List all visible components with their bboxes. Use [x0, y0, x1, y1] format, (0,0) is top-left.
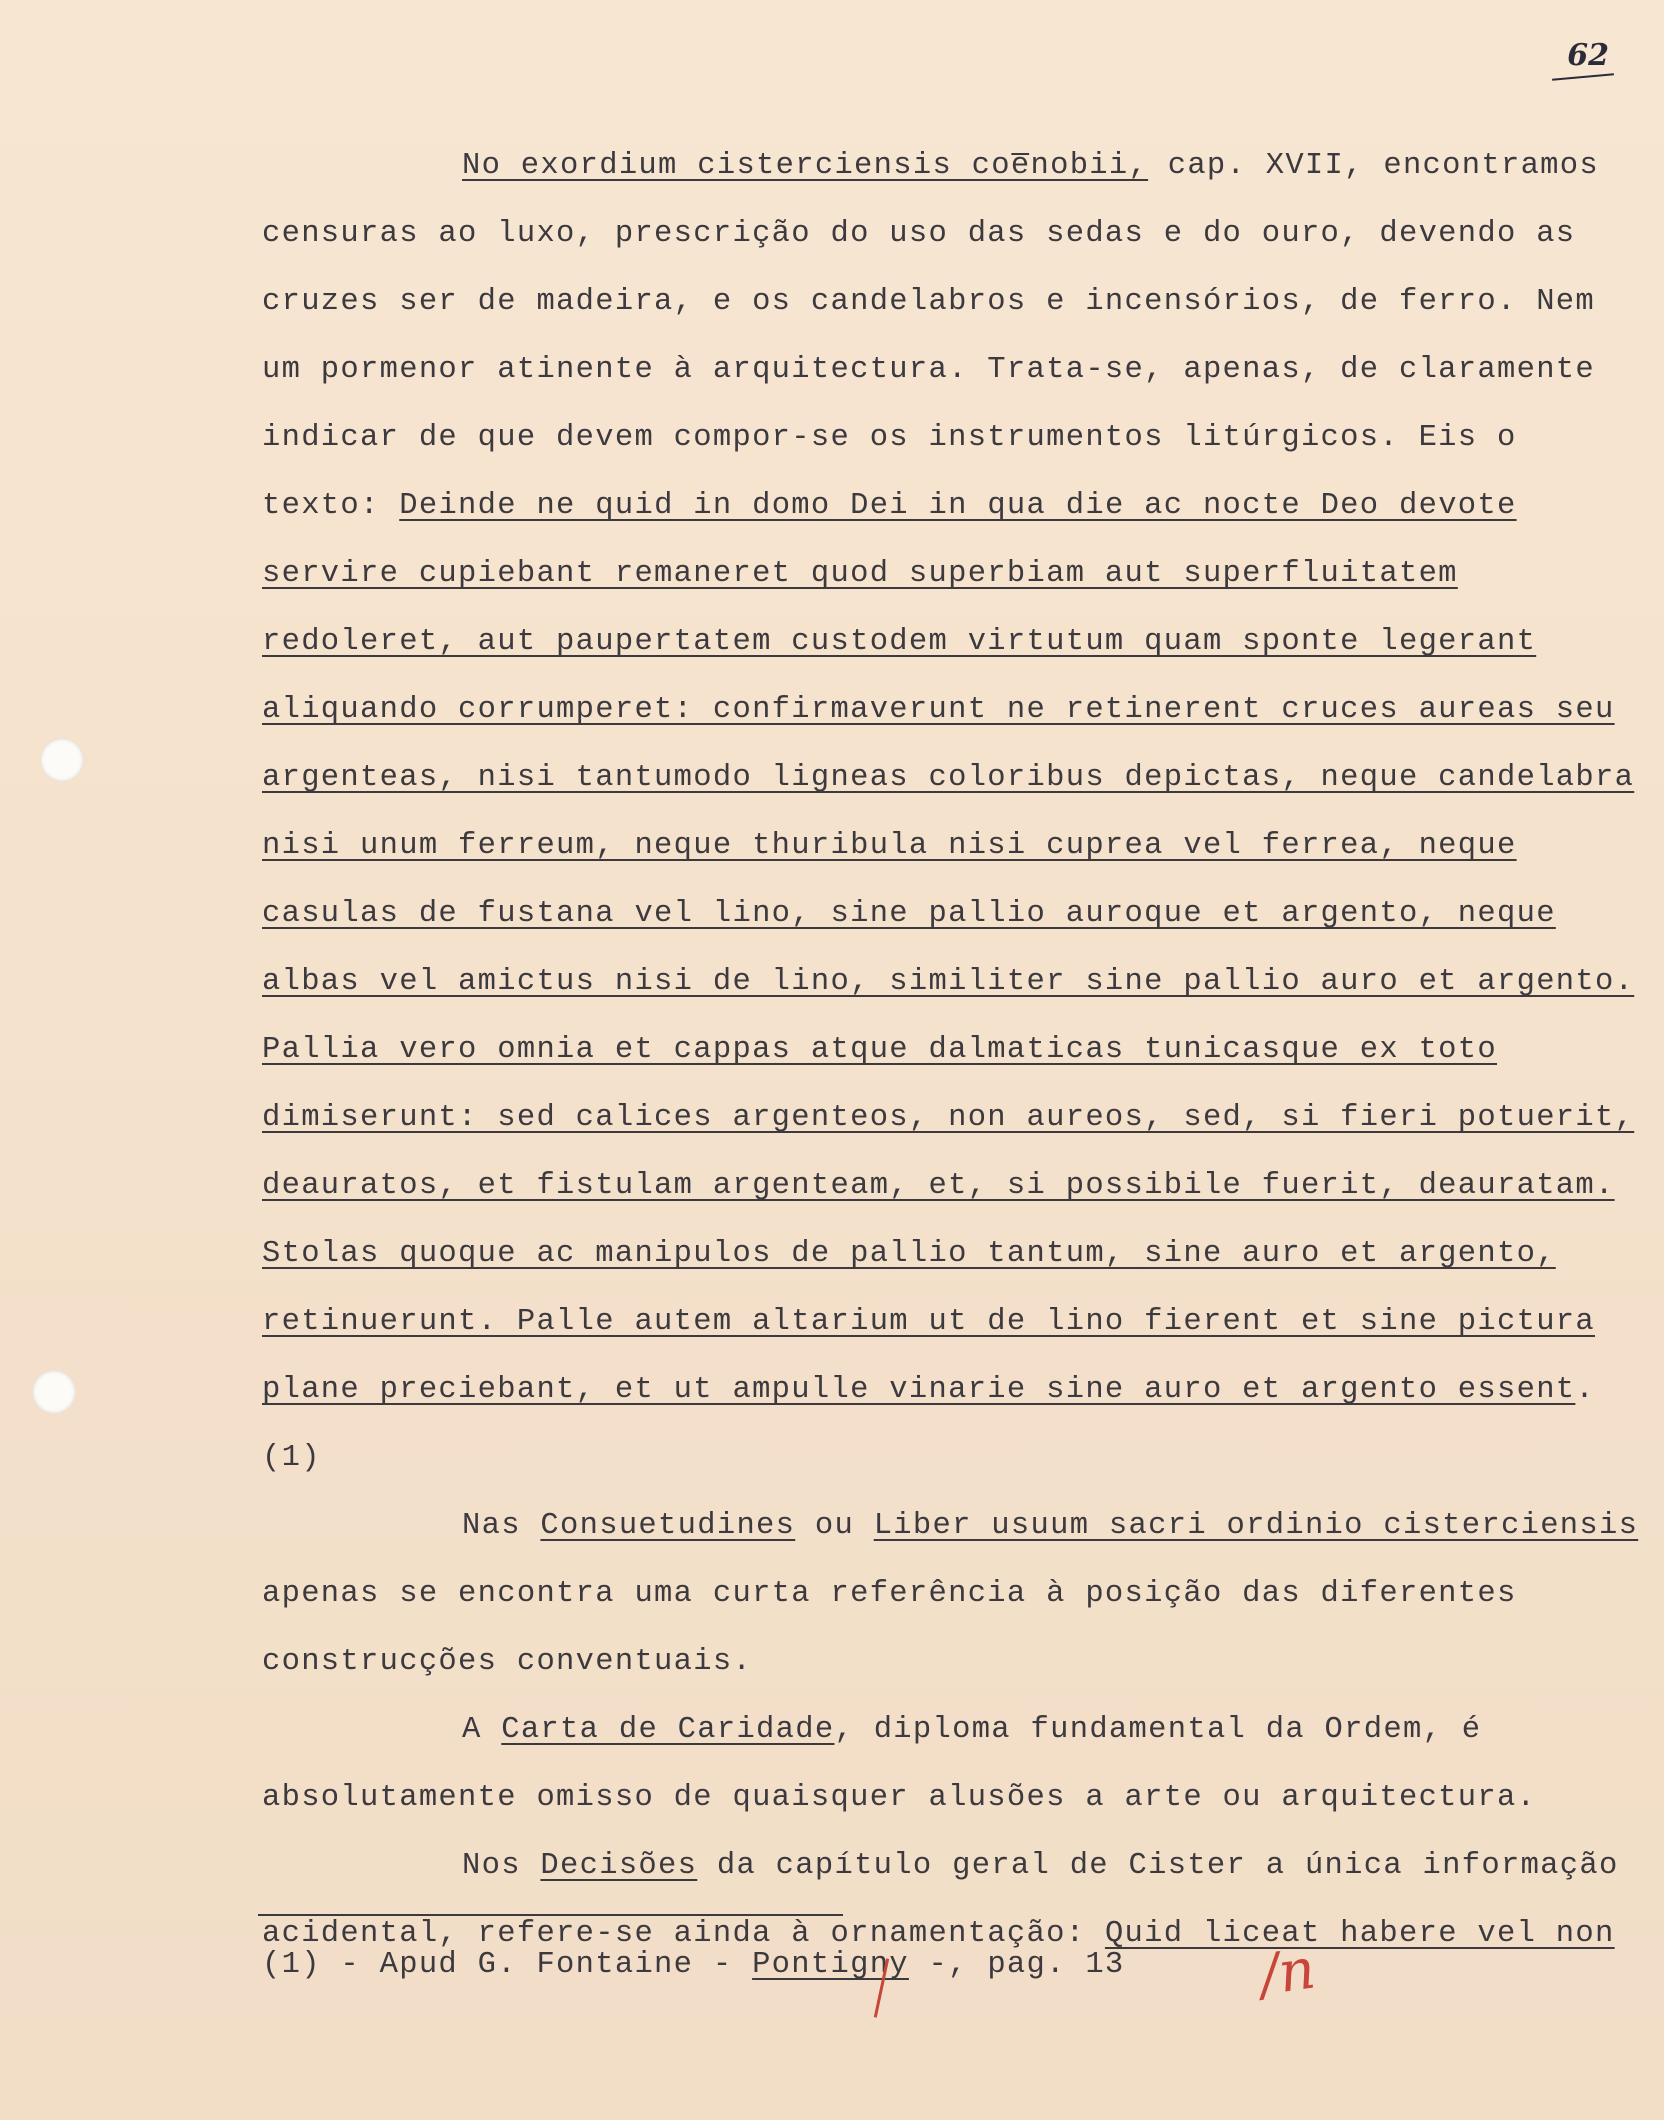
punch-hole-bottom — [32, 1370, 76, 1414]
paragraph-3-text-b: , diploma fundamental da Ordem, é absolutamente omisso de quaisquer alusões a arte ou arquitectura. — [262, 1713, 1537, 1815]
footnote-prefix: (1) - Apud G. Fontaine - — [262, 1948, 753, 1982]
footnote — [262, 1948, 1125, 1982]
liber-usuum-title: Liber usuum sacri ordinio cisterciensis — [873, 1509, 1639, 1543]
decisoes-title: Decisões — [540, 1849, 698, 1883]
carta-caridade-title: Carta de Caridade — [501, 1713, 835, 1747]
page-number-underline — [1552, 73, 1614, 80]
paragraph-2-text-b: ou — [795, 1509, 874, 1543]
paragraph-1 — [262, 132, 1640, 1492]
paragraph-2-text-a: Nas — [462, 1509, 541, 1543]
footnote-rule — [258, 1914, 843, 1916]
footnote-source: Pontigny — [752, 1948, 909, 1982]
paragraph-4-text-b: da capítulo geral de Cister a única informação acidental, refere-se ainda à ornamentação: — [262, 1849, 1619, 1951]
footnote-suffix: -, pag. 13 — [908, 1948, 1125, 1982]
handwritten-mark: /n — [1255, 1936, 1320, 2009]
latin-quote: Deinde ne quid in domo Dei in qua die ac nocte Deo devote servire cupiebant remaneret quod superbiam aut superfluitatem redoleret, aut paupertatem custodem virtutum quam sponte legerant aliquando corrumperet: confirmaverunt ne retinerent cruces aureas seu argenteas, nisi tantumodo ligneas coloribus depictas, neque candelabra nisi unum ferreum, neque thuribula nisi cuprea vel ferrea, neque casulas de fustana vel lino, sine pallio auroque et argento, neque albas vel amictus nisi de lino, similiter sine pallio auro et argento. Pallia vero omnia et cappas atque dalmaticas tunicasque ex toto dimiserunt: sed calices argenteos, non aureos, sed, si fieri potuerit, deauratos, et fistulam argenteam, et, si possibile fuerit, deauratam. Stolas quoque ac manipulos de pallio tantum, sine auro et argento, retinuerunt. Palle autem altarium ut de lino fierent et sine pictura plane preciebant, et ut ampulle vinarie sine auro et argento essent — [262, 489, 1635, 1407]
source-title: No exordium cisterciensis coe̅nobii, — [462, 149, 1149, 183]
paragraph-2 — [262, 1492, 1640, 1696]
latin-quote-2: Quid liceat habere vel non — [1104, 1917, 1615, 1951]
paragraph-1-text: cap. XVII, encontramos censuras ao luxo, prescrição do uso das sedas e do ouro, devendo as cruzes ser de madeira, e os candelabros e incensórios, de ferro. Nem um pormenor atinente à arquitectura. Trata-se, apenas, de claramente indicar de que devem compor-se os instrumentos litúrgicos. Eis o texto: — [262, 149, 1599, 523]
paragraph-1-end: . (1) — [262, 1373, 1596, 1475]
consuetudines-title: Consuetudines — [540, 1509, 796, 1543]
body-text — [262, 132, 1640, 1968]
page-number: 62 — [1567, 38, 1609, 73]
paragraph-4-text-a: Nos — [462, 1849, 541, 1883]
paragraph-3 — [262, 1696, 1640, 1832]
paragraph-3-text-a: A — [462, 1713, 502, 1747]
punch-hole-top — [40, 738, 84, 782]
paragraph-2-text-c: apenas se encontra uma curta referência à posição das diferentes construcções conventuais. — [262, 1577, 1517, 1679]
